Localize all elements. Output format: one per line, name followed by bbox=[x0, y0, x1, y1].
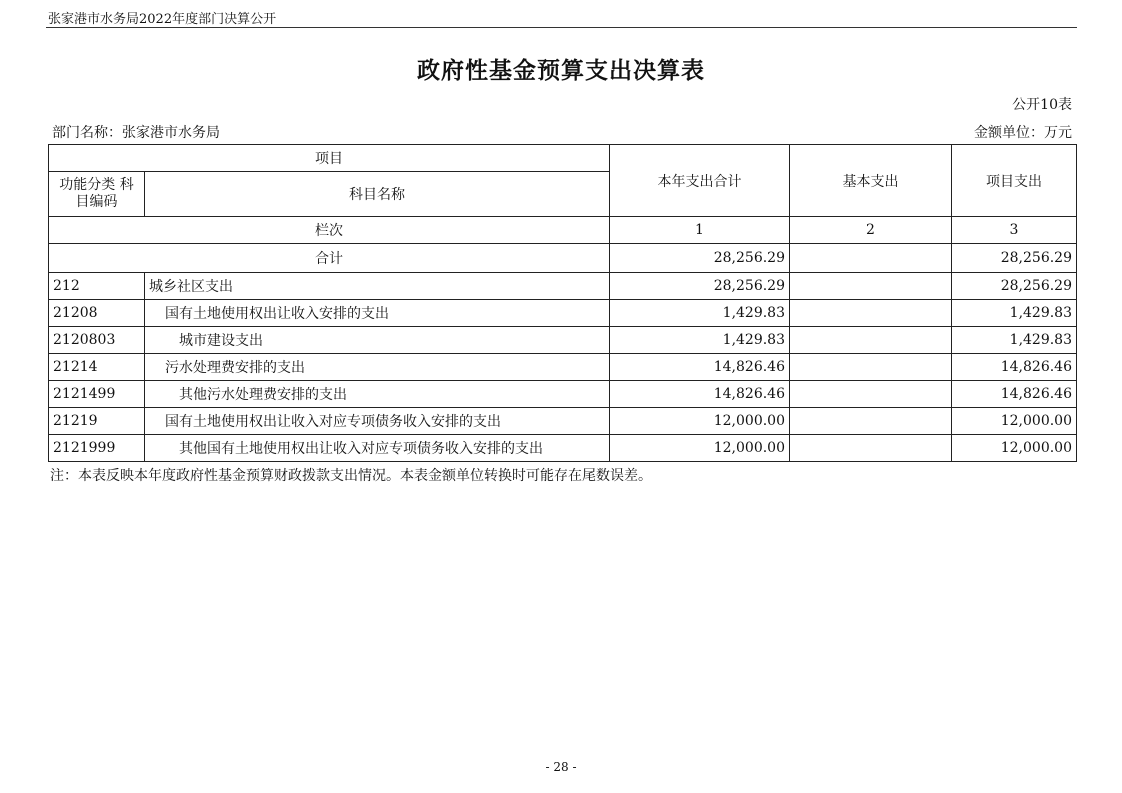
row-project: 14,826.46 bbox=[952, 381, 1077, 408]
table-row bbox=[49, 273, 1077, 300]
row-name: 其他国有土地使用权出让收入对应专项债务收入安排的支出 bbox=[145, 435, 610, 462]
row-project: 12,000.00 bbox=[952, 408, 1077, 435]
header-code: 功能分类 科目编码 bbox=[49, 172, 145, 217]
row-name: 国有土地使用权出让收入安排的支出 bbox=[145, 300, 610, 327]
row-total: 1,429.83 bbox=[610, 300, 790, 327]
row-project: 14,826.46 bbox=[952, 354, 1077, 381]
column-label: 栏次 bbox=[49, 217, 610, 244]
table-row bbox=[49, 408, 1077, 435]
form-number: 公开10表 bbox=[1012, 97, 1072, 113]
row-total: 12,000.00 bbox=[610, 408, 790, 435]
expenditure-table bbox=[48, 144, 1077, 462]
table-row bbox=[49, 381, 1077, 408]
row-name: 国有土地使用权出让收入对应专项债务收入安排的支出 bbox=[145, 408, 610, 435]
row-code: 21208 bbox=[49, 300, 145, 327]
table-row bbox=[49, 354, 1077, 381]
row-code: 212 bbox=[49, 273, 145, 300]
column-number-2: 2 bbox=[790, 217, 952, 244]
header-basic: 基本支出 bbox=[790, 145, 952, 217]
table-row bbox=[49, 300, 1077, 327]
row-project: 12,000.00 bbox=[952, 435, 1077, 462]
total-value-project: 28,256.29 bbox=[952, 244, 1077, 273]
header-total: 本年支出合计 bbox=[610, 145, 790, 217]
row-code: 21219 bbox=[49, 408, 145, 435]
header-project: 项目支出 bbox=[952, 145, 1077, 217]
row-code: 2121999 bbox=[49, 435, 145, 462]
row-basic bbox=[790, 408, 952, 435]
column-number-1: 1 bbox=[610, 217, 790, 244]
row-code: 21214 bbox=[49, 354, 145, 381]
running-header: 张家港市水务局2022年度部门决算公开 bbox=[48, 12, 277, 27]
row-basic bbox=[790, 300, 952, 327]
row-basic bbox=[790, 354, 952, 381]
row-code: 2121499 bbox=[49, 381, 145, 408]
table-row bbox=[49, 327, 1077, 354]
row-project: 1,429.83 bbox=[952, 300, 1077, 327]
table-row bbox=[49, 435, 1077, 462]
row-project: 1,429.83 bbox=[952, 327, 1077, 354]
total-value-total: 28,256.29 bbox=[610, 244, 790, 273]
header-name: 科目名称 bbox=[145, 172, 610, 217]
row-basic bbox=[790, 327, 952, 354]
row-name: 城市建设支出 bbox=[145, 327, 610, 354]
row-total: 28,256.29 bbox=[610, 273, 790, 300]
row-total: 14,826.46 bbox=[610, 354, 790, 381]
row-total: 12,000.00 bbox=[610, 435, 790, 462]
row-name: 城乡社区支出 bbox=[145, 273, 610, 300]
row-project: 28,256.29 bbox=[952, 273, 1077, 300]
page-number: - 28 - bbox=[545, 760, 577, 774]
row-name: 其他污水处理费安排的支出 bbox=[145, 381, 610, 408]
header-item: 项目 bbox=[49, 145, 610, 172]
total-label: 合计 bbox=[49, 244, 610, 273]
department-label: 部门名称：张家港市水务局 bbox=[52, 125, 220, 141]
header-divider bbox=[46, 27, 1077, 28]
page-title: 政府性基金预算支出决算表 bbox=[417, 57, 705, 84]
row-basic bbox=[790, 273, 952, 300]
row-code: 2120803 bbox=[49, 327, 145, 354]
total-value-basic bbox=[790, 244, 952, 273]
row-total: 1,429.83 bbox=[610, 327, 790, 354]
row-total: 14,826.46 bbox=[610, 381, 790, 408]
column-number-3: 3 bbox=[952, 217, 1077, 244]
footnote: 注：本表反映本年度政府性基金预算财政拨款支出情况。本表金额单位转换时可能存在尾数误差。 bbox=[50, 468, 652, 484]
row-basic bbox=[790, 381, 952, 408]
row-name: 污水处理费安排的支出 bbox=[145, 354, 610, 381]
row-basic bbox=[790, 435, 952, 462]
amount-unit-label: 金额单位：万元 bbox=[974, 125, 1072, 141]
